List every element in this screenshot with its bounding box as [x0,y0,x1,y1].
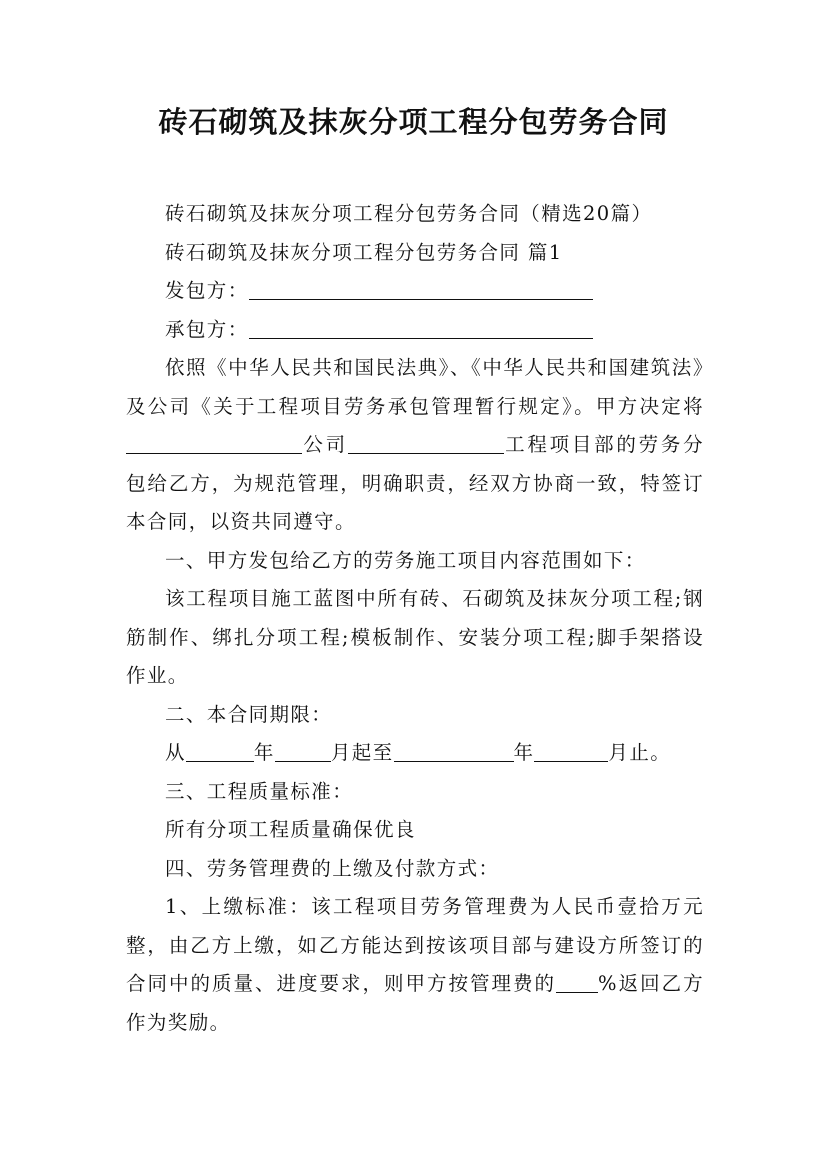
intro-text-1: 依照《中华人民共和国民法典》、《中华人民共和国建筑法》及公司《关于工程项目劳务承包管理暂行规定》。甲方决定将 [126,356,704,418]
refund-percent-blank [556,972,598,993]
section3-body: 所有分项工程质量确保优良 [165,818,416,841]
section3-heading: 三、工程质量标准： [165,779,354,803]
employer-blank [249,279,593,300]
start-month-blank [275,741,331,762]
company-blank [126,433,302,454]
contractor-line [126,311,704,350]
end-year-blank [394,741,514,762]
article-heading: 砖石砌筑及抹灰分项工程分包劳务合同 篇1 [165,240,563,264]
contractor-blank [249,318,593,339]
section4-heading: 四、劳务管理费的上缴及付款方式： [165,856,500,880]
document-title: 砖石砌筑及抹灰分项工程分包劳务合同 [158,105,669,139]
section4-item1-text-2: %返回乙方作为奖励。 [126,972,704,1034]
section4-item1-text-1: 1、上缴标准：该工程项目劳务管理费为人民币壹拾万元整，由乙方上缴，如乙方能达到按该项目部与建设方所签订的合同中的质量、进度要求，则甲方按管理费的 [126,895,704,995]
intro-text-3: 工程项目部的劳务分包给乙方，为规范管理，明确职责，经双方协商一致，特签订本合同，以资共同遵守。 [126,433,704,533]
section2-heading: 二、本合同期限： [165,702,333,726]
intro-text-2: 公司 [302,433,348,456]
section1-heading: 一、甲方发包给乙方的劳务施工项目内容范围如下： [165,548,646,572]
employer-label: 发包方： [165,279,249,302]
term-year-1: 年 [253,741,275,764]
start-year-blank [186,741,254,762]
term-line [126,734,704,773]
project-blank [348,433,504,454]
document-body [126,195,704,1042]
contractor-label: 承包方： [165,317,249,341]
section4-item1 [126,888,704,1042]
intro-paragraph [126,349,704,542]
term-year-2: 年 [513,741,535,764]
end-month-blank [534,741,608,762]
employer-line [126,272,704,311]
term-month-1: 月起至 [330,741,394,764]
term-from: 从 [165,741,186,764]
term-month-2: 月止。 [608,741,672,764]
document-subtitle: 砖石砌筑及抹灰分项工程分包劳务合同（精选20篇） [165,202,653,225]
section1-body: 该工程项目施工蓝图中所有砖、石砌筑及抹灰分项工程;钢筋制作、绑扎分项工程;模板制作、安装分项工程;脚手架搭设作业。 [126,587,704,687]
